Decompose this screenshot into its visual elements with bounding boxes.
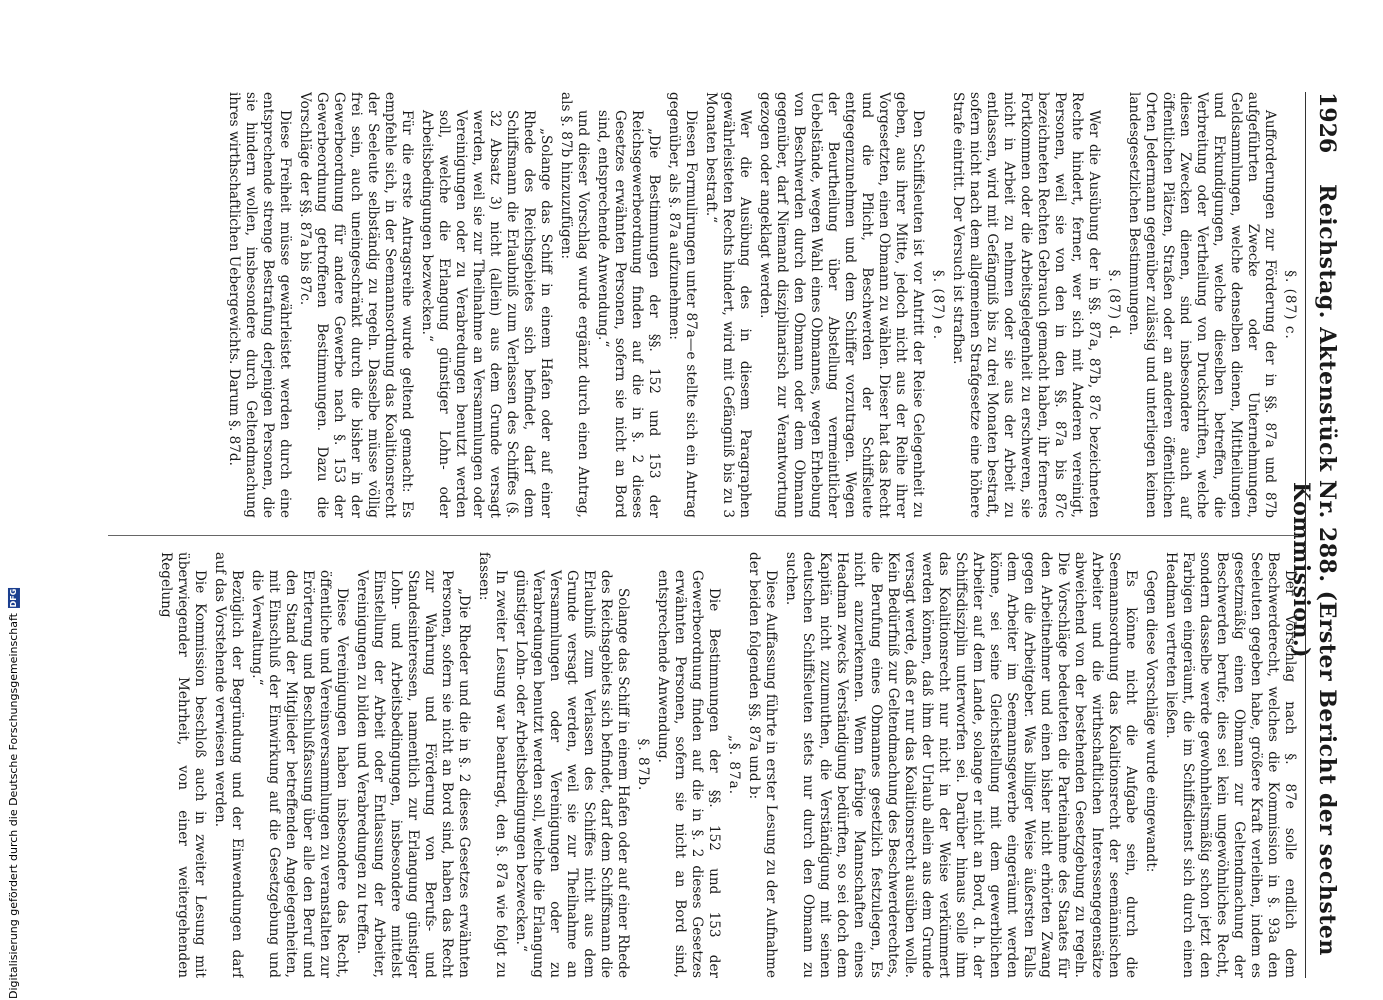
scanned-page — [94, 92, 1340, 978]
right-column — [98, 552, 1298, 978]
page-content — [94, 92, 1340, 978]
section-heading: §. (87) d. — [1106, 269, 1122, 341]
page-number: 1926 — [1314, 92, 1340, 154]
paragraph: Es könne nicht die Aufgabe sein, durch die Seemannsordnung das Koalitionsrecht der seemännischen Arbeiter und die wirthschaftlichen Interessengegensätze abweichend von der bestehenden Gesetzgebung zu regeln. Die Vorschläge bedeuteten die Parteinahme des Staates für den Arbeitnehmer und einen bisher nicht erhörten Zwang gegen die Arbeitgeber. Was billiger Weise äußersten Falls dem Arbeiter im Seemannsgewerbe eingeräumt werden könne, sei seine Gleichstellung mit dem gewerblichen Arbeiter auf dem Lande, solange er nicht an Bord, d. h. der Schiffsdisziplin unterworfen sei. Darüber hinaus solle ihm das Koalitionsrecht nur nicht in der Weise verkümmert werden können, daß ihm der Urlaub allein aus dem Grunde versagt werde, daß er nur das Koalitionsrecht ausüben wolle. Kein Bedürfniß zur Geltendmachung des Beschwerderechtes, die Berufung eines Obmannes gesetzlich festzulegen, Es nicht anzuerkennen. Wenn farbige Mannschaften eines Headman zwecks Verständigung bedürften, so sei doch dem Kapitän nicht zuzumuthen, die Verständigung mit seinen deutschen Schiffsleuten stets nur durch den Obmann zu suchen. — [783, 552, 1139, 978]
paragraph: Der Vorschlag nach §. 87e solle endlich dem Beschwerderecht, welches die Kommission in §. 93a den Seeleuten gegeben habe, größere Kraft verleihen, indem es gesetzmäßig einen Obmann zur Geltendmachung der Beschwerden berufe; dies sei kein ungewöhnliches Recht, sondern dasselbe werde gewohnheitsmäßig schon jetzt den Farbigen eingeräumt, die im Schiffsdienst sich durch einen Headman vertreten ließen. — [1163, 552, 1298, 978]
quoted-paragraph: „Solange das Schiff in einem Hafen oder auf einer Rhede des Reichsgebietes sich befindet, darf dem Schiffsmann die Erlaubniß zum Verlassen des Schiffes (§. 32 Absatz 3) nicht (allein) aus dem Grunde versagt werden, weil sie zur Theilnahme an Versammlungen oder Vereinigungen oder zu Verabredungen benutzt werden soll, welche die Erlangung günstiger Lohn- oder Arbeitsbedingungen bezwecken.“ — [419, 110, 554, 518]
digitization-text: Digitalisierung gefördert durch die Deutsche Forschungsgemeinschaft — [6, 612, 20, 999]
section-heading: §. 87b. — [635, 738, 651, 792]
column-divider — [108, 535, 1298, 536]
head-rule — [1305, 92, 1306, 978]
running-title: Reichstag. Aktenstück Nr. 288. (Erster Bericht der sechsten Kommission.) — [1288, 184, 1340, 956]
paragraph: Bezüglich der Begründung und der Einwendungen darf auf das Vorstehende verwiesen werden. — [212, 552, 245, 978]
quoted-paragraph: Die Bestimmungen der §§. 152 und 153 der Gewerbeordnung finden auf die in §. 2 dieses Gesetzes erwähnten Personen, sofern sie nicht an Bord sind, entsprechende Anwendung. — [655, 570, 722, 978]
section-heading: §. (87) e. — [930, 269, 946, 341]
paragraph: Die Kommission beschloß auch in zweiter Lesung mit überwiegender Mehrheit, von einer weitergehenden Regelung — [158, 552, 208, 978]
paragraph: In zweiter Lesung war beantragt, den §. 87a wie folgt zu fassen: — [476, 552, 509, 978]
quoted-paragraph: „Die Rheder und die in §. 2 dieses Gesetzes erwähnten Personen, sofern sie nicht an Bord sind, haben das Recht zur Wahrung und Förderung von Berufs- und Standesinteressen, namentlich zur Erlangung günstiger Lohn- und Arbeitsbedingungen, insbesondere mittelst Einstellung der Arbeit oder Entlassung der Arbeiter, Vereinigungen zu bilden und Verabredungen zu treffen. — [354, 570, 472, 978]
paragraph: Diese Freiheit müsse gewährleistet werden durch eine entsprechende strenge Bestrafung derjenigen Personen, die sie hindern wollen, insbesondere durch Geltendmachung ihres wirthschaftlichen Uebergewichts. Darum §. 87d. — [226, 92, 293, 518]
paragraph: und dieser Vorschlag wurde ergänzt durch einen Antrag, als §. 87b hinzuzufügen: — [558, 92, 591, 518]
left-column — [98, 92, 1298, 518]
paragraph: Wer die Ausübung der in §§. 87a, 87b, 87c bezeichneten Rechte hindert, ferner, wer sich mit Anderen vereinigt, Personen, weil sie von den in den §§. 87a bis 87c bezeichneten Rechten Gebrauch gemacht haben, ihr ferneres Fortkommen oder die Arbeitsgelegenheit zu erschweren, sie nicht in Arbeit zu nehmen oder sie aus der Arbeit zu entlassen, wird mit Gefängniß bis zu drei Monaten bestraft, sofern nicht nach dem allgemeinen Strafgesetze eine höhere Strafe eintritt. Der Versuch ist strafbar. — [950, 92, 1102, 518]
paragraph: Wer die Ausübung des in diesem Paragraphen gewährleisteten Rechts hindert, wird mit Gefängniß bis zu 3 Monaten bestraft.“ — [703, 92, 753, 518]
digitization-note — [0, 586, 26, 1000]
quoted-paragraph: Diese Vereinigungen haben insbesondere das Recht, öffentliche und Vereinsversammlungen zu veranstalten zur Erörterung und Beschlußfassung über alle den Beruf und den Stand der Mitglieder betreffenden Angelegenheiten, mit Einschluß der Einwirkung auf die Gesetzgebung und die Verwaltung.“ — [249, 570, 350, 978]
paragraph: Für die erste Antragsreihe wurde geltend gemacht: Es empfehle sich, in der Seemannsordnung das Koalitionsrecht der Seeleute selbständig zu regeln. Dasselbe müsse völlig frei sein, auch uneingeschränkt durch die bisher in der Gewerbeordnung für andere Gewerbe nach §. 153 der Gewerbeordnung getroffenen Bestimmungen. Dazu die Vorschläge der §§. 87a bis 87c. — [297, 92, 415, 518]
dfg-logo-icon: DFG — [8, 588, 17, 607]
paragraph: Diese Auffassung führte in erster Lesung zu der Aufnahme der beiden folgenden §§. 87a und b: — [746, 552, 779, 978]
paragraph: Den Schiffsleuten ist vor Antritt der Reise Gelegenheit zu geben, aus ihrer Mitte, jedoch nicht aus der Reihe ihrer Vorgesetzten, einen Obmann zu wählen. Dieser hat das Recht und die Pflicht, Beschwerden der Schiffsleute entgegenzunehmen und dem Schiffer vorzutragen. Wegen der Beurtheilung über Abstellung vermeintlicher Uebelstände, wegen Wahl eines Obmannes, wegen Erhebung von Beschwerden durch den Obmann oder dem Obmann gegenüber, darf Niemand disziplinarisch zur Verantwortung gezogen oder angeklagt werden. — [757, 92, 926, 518]
quoted-paragraph: Solange das Schiff in einem Hafen oder auf einer Rhede des Reichsgebiets sich befindet, darf dem Schiffsmann die Erlaubniß zum Verlassen des Schiffes nicht aus dem Grunde versagt werden, weil sie zur Theilnahme an Versammlungen oder Vereinigungen oder zu Verabredungen benutzt werden soll, welche die Erlangung günstiger Lohn- oder Arbeitsbedingungen bezwecken.“ — [513, 570, 631, 978]
paragraph: Aufforderungen zur Förderung der in §§. 87a und 87b aufgeführten Zwecke oder Unternehmungen, Geldsammlungen, welche denselben dienen, Mittheilungen und Erkundigungen, welche dieselben betreffen, die Verbreitung oder Vertheilung von Druckschriften, welche diesen Zwecken dienen, sind insbesondere auch auf öffentlichen Plätzen, Straßen oder an anderen öffentlichen Orten Jedermann gegenüber zulässig und unterliegen keinen landesgesetzlichen Bestimmungen. — [1126, 92, 1278, 518]
paragraph: Gegen diese Vorschläge wurde eingewandt: — [1143, 570, 1159, 873]
section-heading: „§. 87a. — [726, 734, 742, 796]
paragraph: Diesen Formulirungen unter 87a—e stellte sich ein Antrag gegenüber, als §. 87a aufzunehmen: — [666, 92, 699, 518]
quoted-paragraph: „Die Bestimmungen der §§. 152 und 153 der Reichsgewerbeordnung finden auf die in §. 2 dieses Gesetzes erwähnten Personen, sofern sie nicht an Bord sind, entsprechende Anwendung.“ — [595, 110, 662, 518]
section-heading: §. (87) c. — [1282, 270, 1298, 340]
